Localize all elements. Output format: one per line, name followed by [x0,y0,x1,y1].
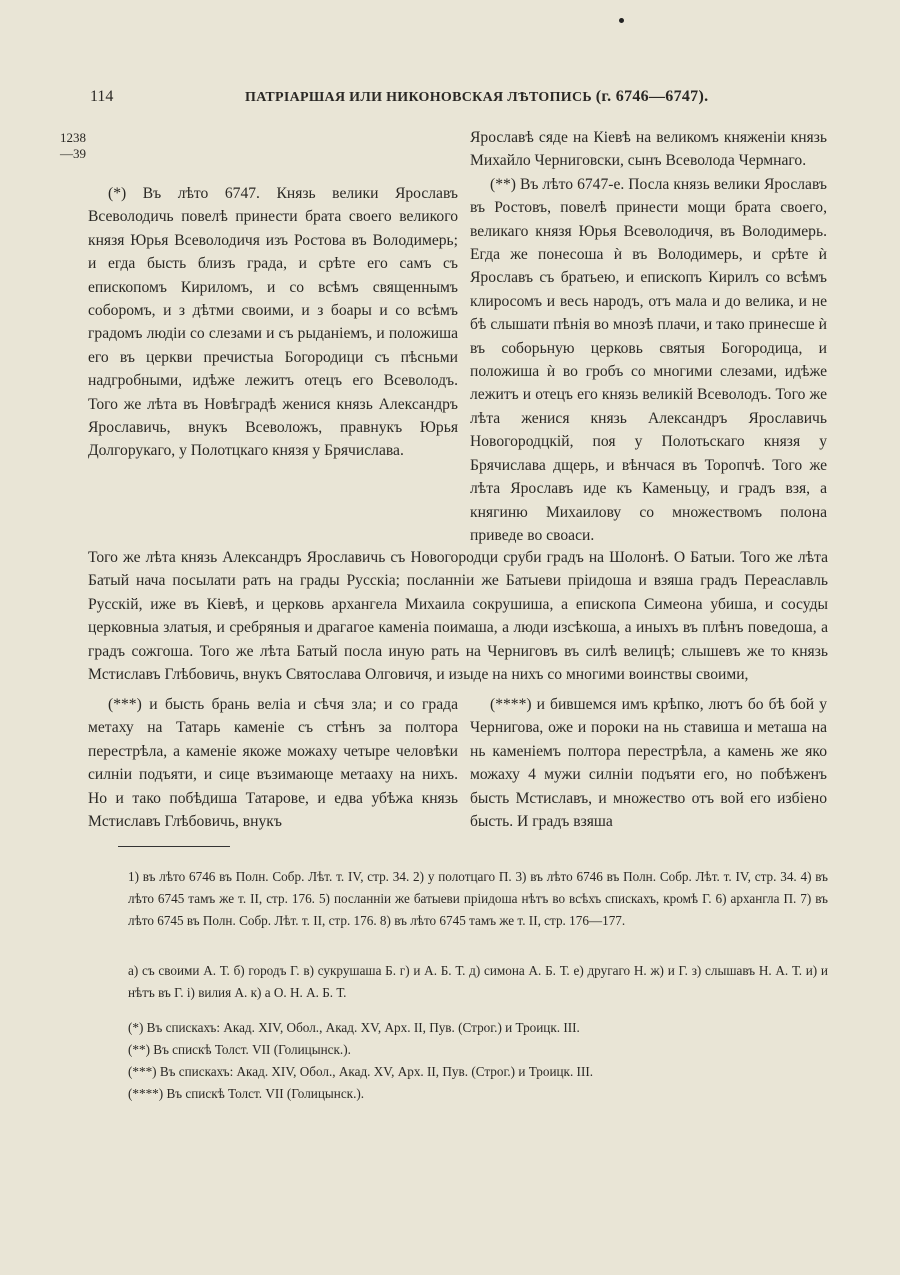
source-note: (***) Въ спискахъ: Акад. XIV, Обол., Акад. XV, Арх. II, Пув. (Строг.) и Троицк. III. [128,1064,594,1079]
left-column-top [88,182,458,463]
source-note: (*) Въ спискахъ: Акад. XIV, Обол., Акад. XV, Арх. II, Пув. (Строг.) и Троицк. III. [128,1020,580,1035]
left-column-bottom [88,693,458,833]
left-paragraph-1: (*) Въ лѣто 6747. Князь велики Ярославъ Всеволодичь повелѣ принести брата своего великого князя Юрья Всеволодичя изъ Ростова въ Володимерь; и егда бысть близъ града, и срѣте его самъ съ епископомъ Кириломъ, и со всѣмъ священнымъ соборомъ, и з дѣтми своими, и з боары и со всѣмъ градомъ людіи со слезами и съ рыданіемъ, и положиша его въ церкви пречистыа Богородици съ пѣсньми надгробными, идѣже лежитъ отецъ его Всеволодъ. Того же лѣта въ Новѣградѣ женися князь Александръ Ярославичь, внукъ Всеволожъ, правнукъ Юрья Долгорукаго, у Полотцкаго князя у Брячислава. [88,185,458,460]
source-notes [128,1017,818,1105]
source-note: (****) Въ спискѣ Толст. VII (Голицынск.). [128,1086,365,1101]
full-width-paragraph: Того же лѣта князь Александръ Ярославичь съ Новогородци сруби градъ на Шолонѣ. О Батыи. Того же лѣта Батый нача посылати рать на грады Русскіа; посланніи же Батыеви пріидоша и взяша градъ Переаславль Русскій, иже въ Кіевѣ, и церковь архангела Михаила сокрушиша, а епископа Симеона убиша, и сосуды церковныа златыя, и сребряныя и драгагое каменіа поимаша, а люди изсѣкоша, а иныхъ въ плѣнъ поведоша, а градъ сожгоша. Того же лѣта Батый посла иную рать на Черниговъ въ силѣ велицѣ; слышевъ же то князь Мстиславъ Глѣбовичь, внукъ Святослава Олговичя, и изыде на нихъ со многими воинствы своими, [88,549,828,684]
numbered-footnotes: 1) въ лѣто 6746 въ Полн. Собр. Лѣт. т. IV, стр. 34. 2) у полотцаго П. 3) въ лѣто 6746 въ Полн. Собр. Лѣт. т. IV, стр. 34. 4) въ лѣто 6745 тамъ же т. II, стр. 176. 5) посланніи же батыеви пріидоша нѣтъ во всѣхъ спискахъ, кромѣ Г. 6) архангла П. 7) въ лѣто 6745 въ Полн. Собр. Лѣт. т. II, стр. 176. 8) въ лѣто 6745 тамъ же т. II, стр. 176—177. [128,869,828,928]
right-column-top [470,126,827,547]
margin-year-start: 1238 [60,130,86,145]
running-title: ПАТРІАРШАЯ ИЛИ НИКОНОВСКАЯ ЛѢТОПИСЬ [245,90,592,105]
margin-year-end: —39 [60,146,86,161]
full-width-text [88,546,828,686]
page-number: 114 [90,88,114,105]
ink-dot [619,18,624,23]
right-paragraph-1: (**) Въ лѣто 6747-е. Посла князь велики Ярославъ въ Ростовъ, повелѣ принести мощи брата своего, великаго князя Юрья Всеволодичя, въ Володимерь. Егда же понесоша ѝ въ Володимерь, и срѣте ѝ Ярославъ съ братьею, и епископъ Кирилъ со всѣмъ клиросомъ и весь народъ, отъ мала и до велика, и не бѣ слышати пѣнія во мнозѣ плачи, и тако принесше ѝ въ соборьную церковь святыя Богородица, и положиша ѝ во гробъ со многими слезами, идѣже лежитъ и отецъ его князь великій Всеволодъ. Того же лѣта женися князь Александръ Ярославичь Новогородцкій, поя у Полотьскаго князя у Брячислава дщерь, и вѣнчася въ Торопчѣ. Того же лѣта Ярославъ иде къ Каменьцу, и градъ взя, а княгиню Михаилову со множествомъ полона приведе во своаси. [470,175,827,544]
left-bottom-paragraph: (***) и бысть брань веліа и сѣчя зла; и со града метаху на Татарь каменіе съ стѣнъ за полтора перестрѣла, а каменіе якоже можаху четыре человѣки силніи подъяти, и сице възимающе метааху на нихъ. Но и тако побѣдиша Татарове, и едва убѣжа князь Мстиславъ Глѣбовичь, внукъ [88,696,458,831]
right-bottom-paragraph: (****) и бившемся имъ крѣпко, лютъ бо бѣ бой у Чернигова, оже и пороки на нь ставиша и меташа на нь каменіемъ полтора перестрѣла, а камень же яко можаху 4 мужи силніи подъяти его, но побѣженъ бысть Мстиславъ, и множество отъ вой его избіено бысть. И градъ взяша [470,696,827,831]
source-note: (**) Въ спискѣ Толст. VII (Голицынск.). [128,1042,351,1057]
running-header [245,88,708,106]
right-paragraph-0: Ярославѣ сяде на Кіевѣ на великомъ княженіи князь Михайло Черниговски, сынъ Всеволода Чермнаго. [470,129,827,170]
footnote-rule [118,846,230,847]
lettered-footnotes: а) съ своими А. Т. б) городъ Г. в) сукрушаша Б. г) и А. Б. Т. д) симона А. Б. Т. е) другаго Н. ж) и Г. з) слышавъ Н. А. Т. и) и нѣтъ въ Г. і) вилия А. к) а О. Н. А. Б. Т. [128,963,828,1000]
right-column-bottom [470,693,827,833]
margin-year [60,130,86,162]
running-year-range: (г. 6746—6747). [595,88,709,105]
